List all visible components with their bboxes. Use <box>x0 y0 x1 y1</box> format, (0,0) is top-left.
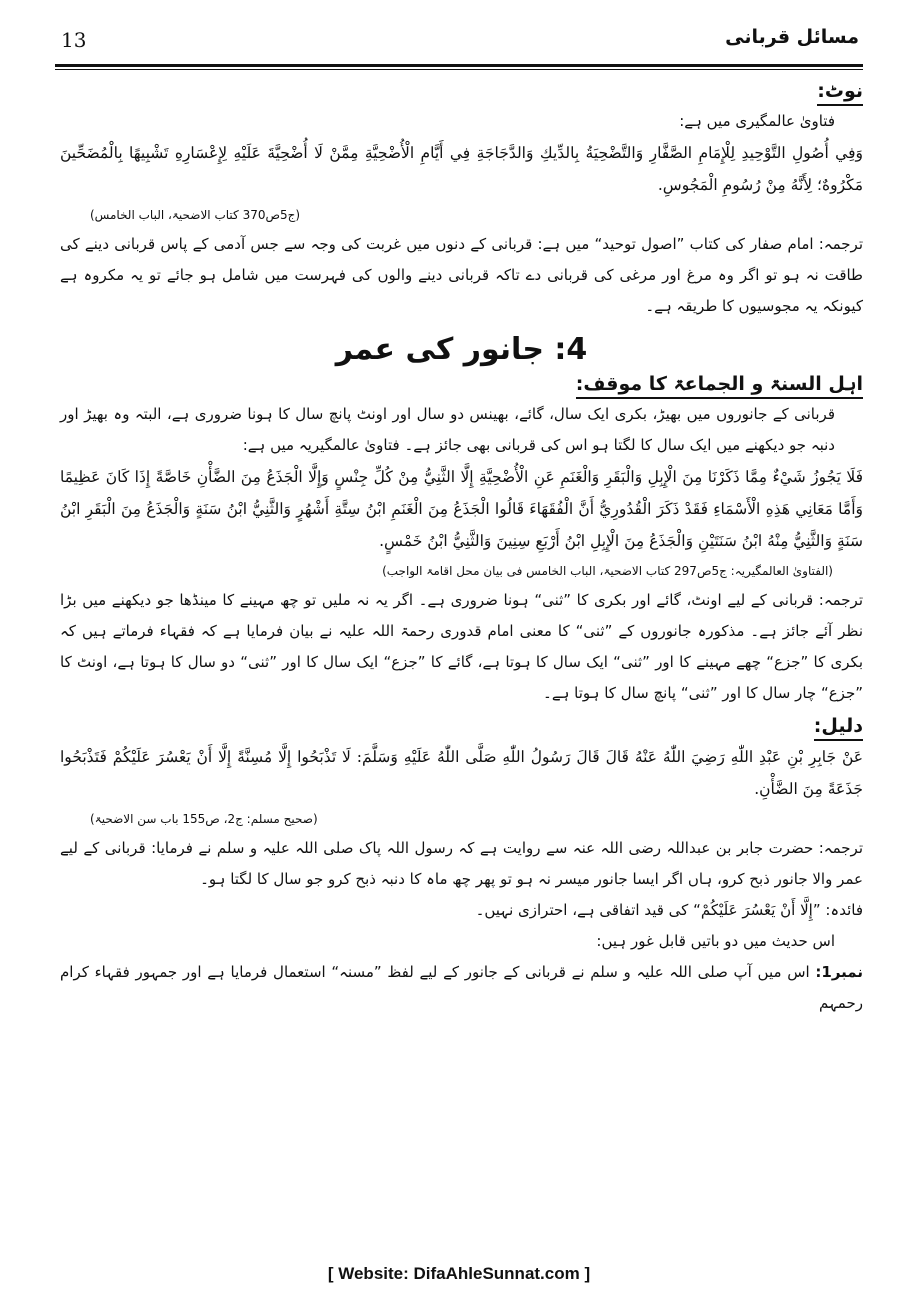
page-number: 13 <box>61 28 87 52</box>
evidence-point-1 <box>60 957 863 1019</box>
position-arabic-text: فَلَا يَجُوزُ شَيْءٌ مِمَّا ذَكَرْنَا مِنَ الْإِبِلِ وَالْبَقَرِ وَالْغَنَمِ عَنِ الْأُضْحِيَّةِ إِلَّا الثَّنِيُّ مِنْ كُلِّ جِنْسٍ وَإِلَّا الْجَذَعُ مِنَ الضَّأْنِ خَاصَّةً إِذَا كَانَ عَظِيمًا وَأَمَّا مَعَانِي هَذِهِ الْأَسْمَاءِ فَقَدْ ذَكَرَ الْقُدُورِيُّ أَنَّ الْفُقَهَاءَ قَالُوا الْجَذَعُ مِنَ الْغَنَمِ ابْنُ سِتَّةِ أَشْهُرٍ وَالثَّنِيُّ ابْنُ سَنَةٍ وَالْجَذَعُ مِنَ الْبَقَرِ ابْنُ سَنَةٍ وَالثَّنِيُّ مِنْهُ ابْنُ سَنَتَيْنِ وَالْجَذَعُ مِنَ الْإِبِلِ ابْنُ أَرْبَعِ سِنِينَ وَالثَّنِيُّ ابْنُ خَمْسٍ. <box>60 468 863 550</box>
chapter-title: 4: جانور کی عمر <box>335 332 588 367</box>
running-title: مسائل قربانی <box>725 26 859 48</box>
header-rule <box>55 64 863 67</box>
note-heading <box>60 80 863 102</box>
evidence-arabic-text: عَنْ جَابِرِ بْنِ عَبْدِ اللّٰهِ رَضِيَ اللّٰهُ عَنْهُ قَالَ قَالَ رَسُولُ اللّٰهِ صَلَّى اللّٰهُ عَلَيْهِ وَسَلَّمَ: لَا تَذْبَحُوا إِلَّا مُسِنَّةً إِلَّا أَنْ يَعْسُرَ عَلَيْكُمْ فَتَذْبَحُوا جَذَعَةً مِنَ الضَّأْنِ. <box>60 748 863 798</box>
evidence-translation: ترجمہ: حضرت جابر بن عبداللہ رضی اللہ عنہ سے روایت ہے کہ رسول اللہ پاک صلی اللہ علیہ و سلم نے فرمایا: قربانی کے لیے عمر والا جانور ذبح کرو، ہاں اگر ایسا جانور میسر نہ ہو تو پھر چھ ماہ کا دنبہ ذبح کرو جو سال کا لگتا ہو۔ <box>60 839 863 888</box>
note-reference: (ج5ص370 کتاب الاضحیۃ، الباب الخامس) <box>90 208 301 222</box>
footer-website[interactable]: [ Website: DifaAhleSunnat.com ] <box>327 1264 591 1283</box>
position-reference: (الفتاویٰ العالمگیریہ: ج5ص297 کتاب الاضحیۃ، الباب الخامس فی بیان محل اقامۃ الواجب) <box>382 564 833 578</box>
evidence-two-points: اس حدیث میں دو باتیں قابل غور ہیں: <box>596 932 835 950</box>
evidence-benefit: فائدہ: ”إِلَّا أَنْ يَعْسُرَ عَلَيْكُمْ“ کی قید اتفاقی ہے، احترازی نہیں۔ <box>475 901 863 919</box>
note-heading-text: نوٹ: <box>817 80 863 106</box>
evidence-heading-text: دلیل: <box>814 715 863 741</box>
point-1-text: اس میں آپ صلی اللہ علیہ و سلم نے قربانی کے جانور کے لیے لفظ ”مسنہ“ استعمال فرمایا ہے اور جمہور فقہاء کرام رحمہم <box>60 963 863 1012</box>
page-header <box>55 20 863 62</box>
evidence-reference: (صحیح مسلم: ج2، ص155 باب سن الاضحیۃ) <box>90 812 318 826</box>
note-arabic-text: وَفِي أُصُولِ التَّوْحِيدِ لِلْإِمَامِ الصَّفَّارِ وَالتَّضْحِيَةُ بِالدِّيكِ وَالدَّجَاجَةِ فِي أَيَّامِ الْأُضْحِيَّةِ مِمَّنْ لَا أُضْحِيَّةَ عَلَيْهِ لِإِعْسَارِهِ تَشْبِيهًا بِالْمُضَحِّينَ مَكْرُوهٌ؛ لِأَنَّهُ مِنْ رُسُومِ الْمَجُوسِ. <box>60 144 863 194</box>
header-rule-thin <box>55 69 863 70</box>
position-text: قربانی کے جانوروں میں بھیڑ، بکری ایک سال، گائے، بھینس دو سال اور اونٹ پانچ سال کا ہونا ضروری ہے، البتہ وہ بھیڑ اور دنبہ جو دیکھنے میں ایک سال کا لگتا ہو اس کی قربانی بھی جائز ہے۔ فتاویٰ عالمگیریہ میں ہے: <box>60 405 835 454</box>
note-translation: ترجمہ: امام صفار کی کتاب ”اصول توحید“ میں ہے: قربانی کے دنوں میں غربت کی وجہ سے جس آدمی کے پاس قربانی دینے کی طاقت نہ ہو تو اگر وہ مرغ اور مرغی کی قربانی دے تاکہ قربانی دینے والوں کی فہرست میں شامل ہو جائے تو یہ مکروہ ہے کیونکہ یہ مجوسیوں کا طریقہ ہے۔ <box>60 235 863 315</box>
position-translation: ترجمہ: قربانی کے لیے اونٹ، گائے اور بکری کا ”ثنی“ ہونا ضروری ہے۔ اگر یہ نہ ملیں تو چھ مہینے کا مینڈھا جو دیکھنے میں بڑا نظر آئے جائز ہے۔ مذکورہ جانوروں کے ”ثنی“ کا معنی امام قدوری رحمۃ اللہ علیہ نے بیان فرمایا ہے کہ فقہاء فرماتے ہیں کہ بکری کا ”جزع“ چھے مہینے کا اور ”ثنی“ ایک سال کا ہوتا ہے، گائے کا ”جزع“ ایک سال کا اور ”ثنی“ دو سال کا ہوتا ہے، اونٹ کا ”جزع“ چار سال کا اور ”ثنی“ پانچ سال کا ہوتا ہے۔ <box>60 591 863 702</box>
page-content <box>60 74 863 1019</box>
point-1-label: نمبر1: <box>815 963 863 981</box>
evidence-heading <box>60 715 863 737</box>
position-heading-text: اہل السنۃ و الجماعۃ کا موقف: <box>576 373 863 399</box>
position-heading <box>60 373 863 395</box>
note-intro: فتاویٰ عالمگیری میں ہے: <box>679 112 835 130</box>
